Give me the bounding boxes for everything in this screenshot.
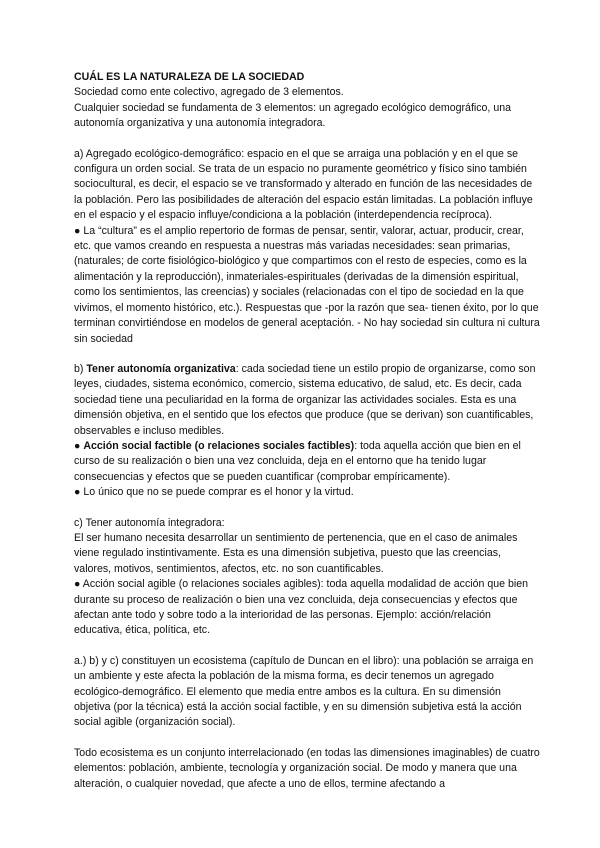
section-a-bullet: ● La “cultura” es el amplio repertorio de formas de pensar, sentir, valorar, actuar, producir, crear, etc. que vamos creando en respuesta a nuestras más variadas necesidades: sean primarias, (naturales; de corte fisiológico-biológico y que compartimos con el resto de especies, como es la alimentación y la reproducción), inmateriales-espirituales (derivadas de la dimensión espiritual, como los sentimientos, las creencias) y sociales (relacionadas con el tipo de sociedad en la que vivimos, el momento histórico, etc.). Respuestas que -por la razón que sea- tienen éxito, por lo que terminan convirtiéndose en modelos de general aceptación. - No hay sociedad sin cultura ni cultura sin sociedad [74,224,540,345]
intro-line-2: Cualquier sociedad se fundamenta de 3 elementos: un agregado ecológico demográfico, una autonomía organizativa y una autonomía integradora. [74,101,511,130]
ecosystem-paragraph: a.) b) y c) constituyen un ecosistema (capítulo de Duncan en el libro): una población se arraiga en un ambiente y este afecta la población de la misma forma, es decir tenemos un agregado ecológico-demográfico. El elemento que media entre ambos es la cultura. En su dimensión objetiva (por la técnica) está la acción social factible, y en su dimensión subjetiva está la acción social agible (organización social). [74,654,534,729]
spacer [74,501,540,516]
section-b-paragraph [74,362,540,439]
section-b-text: : cada sociedad tiene un estilo propio de organizarse, como son leyes, ciudades, sistema económico, comercio, sistema educativo, de salud, etc. Es decir, cada sociedad tiene una peculiaridad en la forma de organizar las actividades sociales. Esta es una dimensión objetiva, en el sentido que los efectos que produce (que se derivan) son cuantificables, observables e incluso medibles. [74,362,536,437]
section-b-prefix: b) [74,362,87,375]
section-b-bullet-1 [74,439,540,485]
bullet-prefix: ● [74,439,84,452]
section-b-bullet-2: ● Lo único que no se puede comprar es el honor y la virtud. [74,486,354,499]
spacer [74,132,540,147]
section-c-heading: c) Tener autonomía integradora: [74,516,225,529]
closing-paragraph: Todo ecosistema es un conjunto interrelacionado (en todas las dimensiones imaginables) de cuatro elementos: población, ambiente, tecnología y organización social. De modo y manera que una alteración, o cualquier novedad, que afecte a uno de ellos, termine afectando a [74,746,540,790]
spacer [74,639,540,654]
section-b-bullet-term: Acción social factible (o relaciones sociales factibles) [83,439,355,452]
section-c-bullet: ● Acción social agible (o relaciones sociales agibles): toda aquella modalidad de acción que bien durante su proceso de realización o bien una vez concluida, deja consecuencias y efectos que afectan ante todo y sobre todo a la interioridad de las personas. Ejemplo: acción/relación educativa, ética, política, etc. [74,578,528,637]
intro-line-1: Sociedad como ente colectivo, agregado de 3 elementos. [74,86,344,99]
spacer [74,347,540,362]
spacer [74,731,540,746]
section-c-paragraph: El ser humano necesita desarrollar un sentimiento de pertenencia, que en el caso de animales viene regulado instintivamente. Esta es una dimensión subjetiva, puesto que las creencias, valores, motivos, sentimientos, afectos, etc. no son cuantificables. [74,531,518,575]
section-a-paragraph: a) Agregado ecológico-demográfico: espacio en el que se arraiga una población y en el que se configura un orden social. Se trata de un espacio no puramente geométrico y físico sino también sociocultural, es decir, el espacio se ve transformado y alterado en función de las necesidades de la población. Pero las posibilidades de alteración del espacio están limitadas. La población influye en el espacio y el espacio influye/condiciona a la población (interdependencia recíproca). [74,147,533,222]
section-b-bullet-text: : toda aquella acción que bien en el curso de su realización o bien una vez concluida, deja en el entorno que ha tenido lugar consecuencias y efectos que se pueden cuantificar (comprobar empíricamente). [74,439,521,483]
section-b-term: Tener autonomía organizativa [86,362,236,375]
document-title: CUÁL ES LA NATURALEZA DE LA SOCIEDAD [74,71,305,83]
